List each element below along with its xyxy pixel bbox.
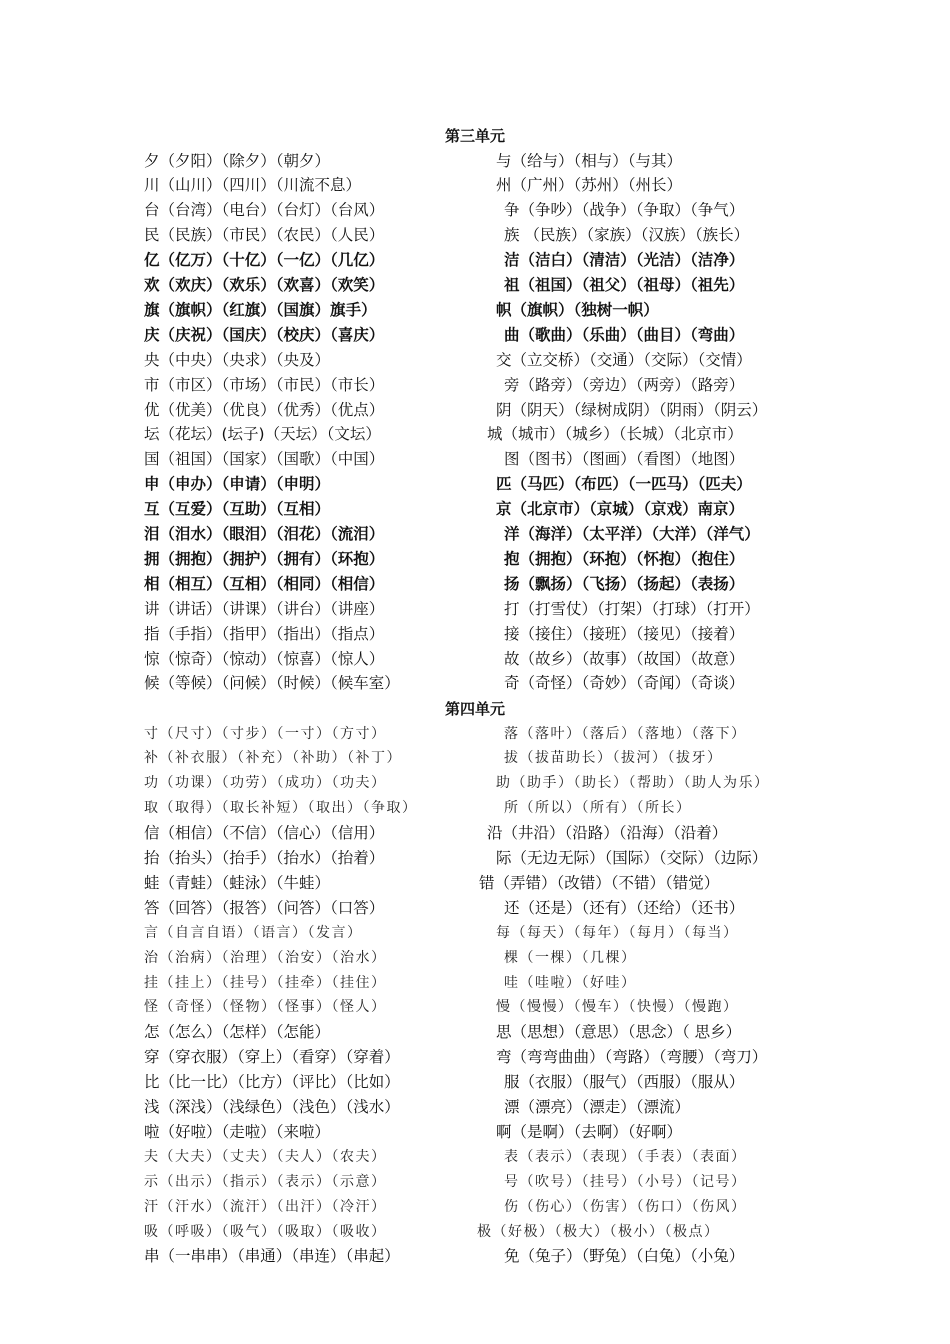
vocab-entry-left: 挂（挂上）（挂号）（挂牵）（挂住） [144,974,387,991]
vocab-row [0,821,950,846]
vocab-row [0,622,950,647]
vocab-row [0,522,950,547]
vocab-entry-right: 匹（马匹）（布匹）（一匹马）（匹夫） [496,475,752,494]
vocab-entry-right: 祖（祖国）（祖父）（祖母）（祖先） [504,276,745,294]
vocab-entry-left: 信（相信）（不信）（信心）（信用） [144,824,385,843]
vocab-entry-left: 坛（花坛）(坛子)（天坛）（文坛） [144,425,381,444]
vocab-entry-left: 优（优美）（优良）（优秀）（优点） [144,400,385,419]
vocab-row [0,422,950,447]
vocab-entry-right: 服（衣服）（服气）（西服）（服从） [504,1073,745,1092]
vocab-entry-right: 号（吹号）（挂号）（小号）（记号） [504,1173,747,1190]
vocab-row [0,671,950,696]
section-title-unit-3: 第三单元 [444,127,505,145]
vocab-entry-left: 治（治病）（治理）（治安）（治水） [144,949,387,966]
vocab-entry-right: 表（表示）（表现）（手表）（表面） [504,1148,747,1165]
vocab-row [0,1095,950,1120]
vocab-entry-left: 抬（抬头）（抬手）（抬水）（抬着） [144,849,385,867]
vocab-row [0,173,950,198]
vocab-entry-left: 取（取得）（取长补短）（取出）（争取） [144,800,418,817]
vocab-entry-left: 欢（欢庆）（欢乐）（欢喜）（欢笑） [144,276,385,294]
vocab-entry-right: 啊（是啊）（去啊）（好啊） [496,1122,683,1141]
vocab-entry-right: 奇（奇怪）（奇妙）（奇闻）（奇谈） [504,674,745,693]
vocab-entry-left: 市（市区）（市场）（市民）（市长） [144,375,385,394]
vocab-entry-right: 沿（井沿）（沿路）（沿海）（沿着） [487,824,728,843]
vocab-entry-left: 言（自言自语）（语言）（发言） [144,924,363,941]
vocab-entry-left: 汗（汗水）（流汗）（出汗）（冷汗） [144,1198,387,1215]
vocab-row [0,1220,950,1245]
vocab-row [0,1170,950,1195]
vocab-row [0,149,950,174]
vocab-row [0,771,950,796]
vocab-entry-right: 思（思想）（意思）（思念）（ 思乡） [496,1023,742,1042]
vocab-entry-left: 功（功课）（功劳）（成功）（功夫） [144,775,387,792]
vocab-entry-left: 国（祖国）（国家）（国歌）（中国） [144,450,385,469]
vocab-entry-right: 拔（拔苗助长）（拔河）（拔牙） [504,750,723,767]
vocab-entry-right: 极（好极）（极大）（极小）（极点） [477,1223,720,1240]
vocab-entry-left: 民（民族）（市民）（农民）（人民） [144,226,385,245]
vocab-row [0,1070,950,1095]
vocab-entry-right: 接（接住）（接班）（接见）（接着） [504,624,745,643]
vocab-entry-left: 川（山川）（四川）（川流不息） [144,176,362,195]
section-title-unit-4: 第四单元 [444,700,505,718]
vocab-entry-right: 慢（慢慢）（慢车）（快慢）（慢跑） [496,999,739,1016]
vocab-row [0,398,950,423]
vocab-entry-right: 免（兔子）（野兔）（白兔）（小兔） [504,1247,745,1266]
vocab-row [0,248,950,273]
vocab-entry-left: 穿（穿衣服）（穿上）（看穿）（穿着） [144,1048,400,1067]
vocab-entry-right: 争（争吵）（战争）（争取）（争气） [504,201,745,220]
vocab-row [0,572,950,597]
vocab-row [0,1045,950,1070]
vocab-entry-right: 图（图书）（图画）（看图）（地图） [504,450,745,469]
vocab-entry-right: 阴（阴天）（绿树成阴）（阴雨）（阴云） [496,400,768,419]
vocab-row [0,348,950,373]
vocab-entry-left: 夫（大夫）（丈夫）（夫人）（农夫） [144,1148,387,1165]
vocab-entry-left: 讲（讲话）（讲课）（讲台）（讲座） [144,599,385,618]
vocab-entry-right: 弯（弯弯曲曲）（弯路）（弯腰）（弯刀） [496,1048,768,1067]
vocab-entry-right: 与（给与）（相与）（与其） [496,151,683,170]
vocab-row [0,846,950,871]
vocab-row [0,971,950,996]
vocab-entry-right: 际（无边无际）（国际）（交际）（边际） [496,849,768,867]
vocab-entry-right: 打（打雪仗）（打架）（打球）（打开） [504,599,760,618]
vocab-entry-left: 候（等候）（问候）（时候）（候车室） [144,674,400,693]
vocab-entry-left: 寸（尺寸）（寸步）（一寸）（方寸） [144,725,387,742]
vocab-entry-right: 洋（海洋）（太平洋）（大洋）（洋气） [504,525,760,543]
vocab-row [0,896,950,921]
vocab-entry-left: 惊（惊奇）（惊动）（惊喜）（惊人） [144,649,385,668]
vocab-entry-left: 补（补衣服）（补充）（补助）（补丁） [144,750,402,767]
vocab-row [0,1120,950,1145]
vocab-entry-right: 漂（漂亮）（漂走）（漂流） [504,1098,691,1116]
vocab-row [0,497,950,522]
vocab-entry-right: 州（广州）（苏州）（州长） [496,176,683,195]
vocab-entry-right: 族 （民族）（家族）（汉族）（族长） [504,226,750,245]
vocab-entry-right: 哇（哇啦）（好哇） [504,974,637,991]
vocab-entry-left: 亿（亿万）（十亿）（一亿）（几亿） [144,251,385,270]
vocab-row [0,223,950,248]
vocab-entry-right: 城（城市）（城乡）（长城）（北京市） [487,425,743,444]
vocab-entry-left: 泪（泪水）（眼泪）（泪花）（流泪） [144,525,385,543]
vocab-entry-right: 旁（路旁）（旁边）（两旁）（路旁） [504,375,745,394]
vocab-entry-left: 相（相互）（互相）（相同）（相信） [144,574,385,593]
vocab-entry-right: 还（还是）（还有）（还给）（还书） [504,898,745,917]
vocab-row [0,447,950,472]
vocab-row [0,547,950,572]
vocab-entry-left: 啦（好啦）（走啦）（来啦） [144,1122,331,1141]
vocab-row [0,298,950,323]
vocab-entry-left: 夕（夕阳）（除夕）（朝夕） [144,151,331,170]
vocab-row [0,722,950,747]
vocab-entry-right: 曲（歌曲）（乐曲）（曲目）（弯曲） [504,325,745,344]
vocab-entry-left: 怎（怎么）（怎样）（怎能） [144,1023,331,1042]
vocab-entry-right: 伤（伤心）（伤害）（伤口）（伤风） [504,1198,747,1215]
vocab-entry-right: 帜（旗帜）（独树一帜） [496,300,659,319]
vocab-entry-left: 示（出示）（指示）（表示）（示意） [144,1173,387,1190]
vocab-entry-left: 怪（奇怪）（怪物）（怪事）（怪人） [144,999,387,1016]
vocab-entry-right: 交（立交桥）（交通）（交际）（交情） [496,350,752,369]
vocab-entry-left: 指（手指）（指甲）（指出）（指点） [144,624,385,643]
vocab-entry-right: 京（北京市）（京城）（京戏）南京） [496,500,745,519]
vocab-entry-left: 吸（呼吸）（吸气）（吸取）（吸收） [144,1223,387,1240]
vocab-entry-right: 每（每天）（每年）（每月）（每当） [496,924,739,941]
vocab-row [0,746,950,771]
vocab-entry-left: 申（申办）（申请）（申明） [144,475,331,494]
vocab-entry-left: 台（台湾）（电台）（台灯）（台风） [144,201,385,220]
vocab-row [0,472,950,497]
vocab-entry-left: 互（互爱）（互助）（互相） [144,500,331,519]
vocab-entry-right: 错（弄错）（改错）（不错）（错觉） [479,873,720,892]
vocab-row [0,597,950,622]
vocab-entry-left: 庆（庆祝）（国庆）（校庆）（喜庆） [144,325,385,344]
vocab-row [0,647,950,672]
vocab-entry-right: 故（故乡）（故事）（故国）（故意） [504,649,745,668]
vocab-row [0,921,950,946]
vocab-row [0,871,950,896]
vocab-row [0,198,950,223]
vocab-entry-left: 比（比一比）（比方）（评比）（比如） [144,1073,400,1092]
vocab-row [0,1195,950,1220]
vocab-entry-left: 拥（拥抱）（拥护）（拥有）（环抱） [144,549,385,568]
vocab-entry-right: 棵（一棵）（几棵） [504,949,637,966]
vocab-entry-left: 串（一串串）（串通）（串连）（串起） [144,1247,400,1266]
vocab-entry-left: 旗（旗帜）（红旗）（国旗）旗手） [144,300,377,319]
vocab-row [0,323,950,348]
vocab-entry-right: 洁（洁白）（清洁）（光洁）（洁净） [504,251,745,270]
vocab-row [0,796,950,821]
vocab-entry-right: 落（落叶）（落后）（落地）（落下） [504,725,747,742]
vocab-entry-left: 央（中央）（央求）（央及） [144,350,331,369]
vocab-row [0,273,950,298]
vocab-entry-left: 答（回答）（报答）（问答）（口答） [144,898,385,917]
vocab-row [0,1244,950,1269]
vocab-row [0,373,950,398]
vocab-row [0,995,950,1020]
vocab-row [0,1145,950,1170]
vocab-row [0,1020,950,1045]
vocab-entry-right: 抱（拥抱）（环抱）（怀抱）（抱住） [504,549,745,568]
vocab-entry-left: 浅（深浅）（浅绿色）（浅色）（浅水） [144,1098,400,1116]
vocab-entry-right: 助（助手）（助长）（帮助）（助人为乐） [496,775,770,792]
vocab-entry-right: 扬（飘扬）（飞扬）（扬起）（表扬） [504,574,745,593]
vocab-entry-left: 蛙（青蛙）（蛙泳）（牛蛙） [144,873,331,892]
vocab-entry-right: 所（所以）（所有）（所长） [504,800,692,817]
vocab-row [0,946,950,971]
